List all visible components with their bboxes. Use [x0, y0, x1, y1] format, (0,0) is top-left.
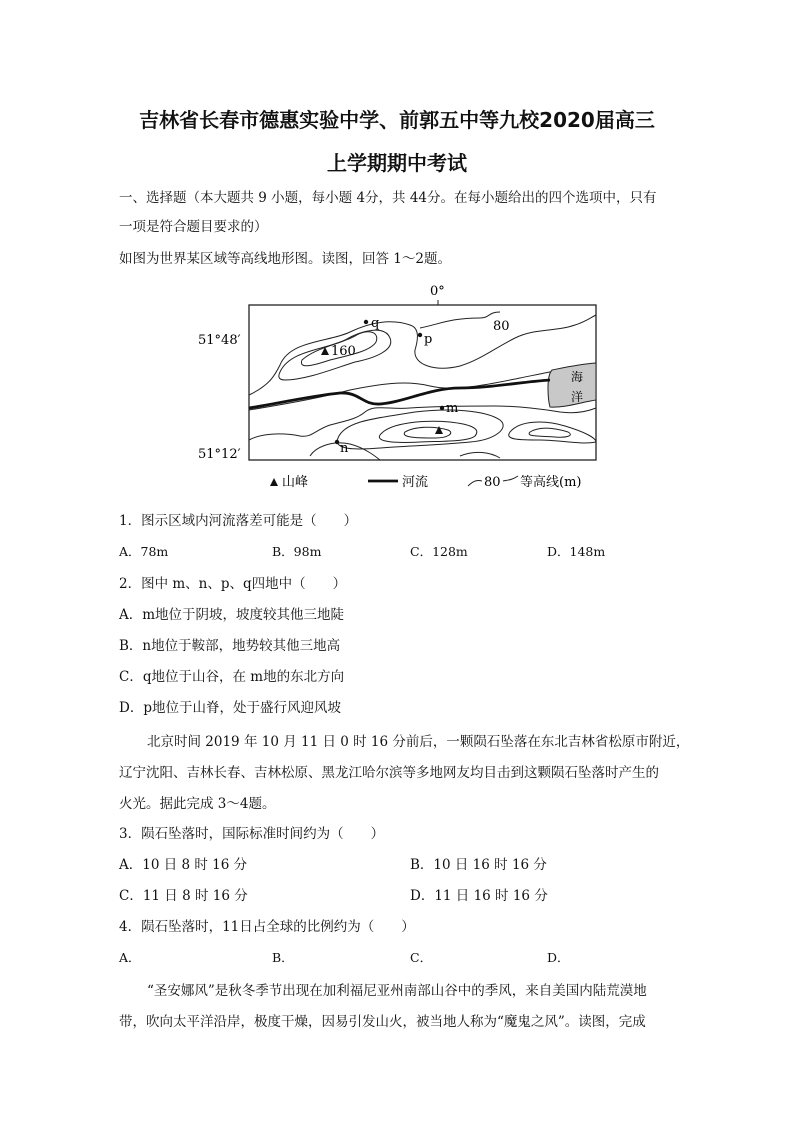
legend-peak-label: 山峰 — [282, 475, 309, 490]
label-q: q — [371, 316, 380, 331]
legend-contour-value: 80 — [484, 475, 501, 490]
contour-line — [379, 421, 476, 442]
q3-stem: 3．陨石坠落时，国际标准时间约为（ ） — [119, 826, 385, 842]
q4-option-b: B． — [272, 950, 294, 965]
lat-label-top: 51°48′ — [198, 333, 241, 348]
lat-label-bottom: 51°12′ — [198, 447, 241, 462]
q2-stem: 2．图中 m、n、p、q四地中（ ） — [119, 576, 347, 592]
contour-line — [529, 428, 570, 437]
q1-option-c: C．128m — [410, 544, 468, 559]
legend-contour-line — [503, 476, 518, 481]
label-m: m — [446, 401, 459, 416]
point-p — [418, 333, 422, 337]
section-heading: 一、选择题（本大题共 9 小题，每小题 4分，共 44分。在每小题给出的四个选项中，只有 — [119, 190, 657, 206]
contour-label-80: 80 — [493, 319, 510, 334]
sea-label-2: 洋 — [571, 390, 584, 404]
q3-option-b: B．10 日 16 时 16 分 — [410, 857, 547, 873]
legend-river-label: 河流 — [402, 475, 429, 490]
passage1-line1: 北京时间 2019 年 10 月 11 日 0 时 16 分前后，一颗陨石坠落在东北吉林省松原市附近， — [147, 734, 690, 750]
legend-contour-label: 等高线(m) — [520, 475, 582, 490]
contour-line — [404, 427, 451, 438]
q2-option-a: A．m地位于阴坡，坡度较其他三地陡 — [119, 607, 345, 623]
contour-line — [249, 366, 596, 410]
map-intro: 如图为世界某区域等高线地形图。读图，回答 1～2题。 — [119, 251, 451, 267]
contour-line — [509, 422, 596, 443]
passage2-line1: “圣安娜风”是秋冬季节出现在加利福尼亚州南部山谷中的季风，来自美国内陆荒漠地 — [147, 983, 647, 999]
label-n: n — [340, 441, 349, 456]
peak-label-160: 160 — [331, 344, 356, 359]
q4-stem: 4．陨石坠落时，11日占全球的比例约为（ ） — [119, 919, 415, 935]
q4-option-a: A． — [119, 950, 141, 965]
q3-option-c: C．11 日 8 时 16 分 — [119, 888, 248, 904]
contour-line — [420, 312, 500, 328]
q3-option-a: A．10 日 8 时 16 分 — [119, 857, 248, 873]
q2-option-b: B．n地位于鞍部，地势较其他三地高 — [119, 638, 341, 654]
passage1-line2: 辽宁沈阳、吉林长春、吉林松原、黑龙江哈尔滨等多地网友均目击到这颗陨石坠落时产生的 — [119, 765, 659, 781]
point-m — [440, 406, 444, 410]
q4-option-c: C． — [410, 950, 433, 965]
paper-title-line2: 上学期期中考试 — [327, 151, 467, 175]
paper-title-line1: 吉林省长春市德惠实验中学、前郭五中等九校2020届高三 — [139, 108, 655, 132]
contour-line — [460, 452, 500, 458]
lon-label: 0° — [430, 284, 445, 299]
section-heading-cont: 一项是符合题目要求的） — [119, 219, 268, 235]
q4-option-d: D． — [547, 950, 570, 965]
contour-map — [190, 280, 610, 495]
legend-peak-icon — [270, 478, 278, 486]
passage2-line2: 带，吹向太平洋沿岸，极度干燥，因易引发山火，被当地人称为“魔鬼之风”。读图，完成 — [119, 1014, 646, 1030]
q2-option-d: D．p地位于山脊，处于盛行风迎风坡 — [119, 700, 341, 716]
passage1-line3: 火光。据此完成 3～4题。 — [119, 796, 276, 812]
q1-option-d: D．148m — [547, 544, 606, 559]
label-p: p — [424, 332, 433, 347]
sea-label-1: 海 — [571, 370, 584, 384]
point-n — [335, 440, 339, 444]
q3-option-d: D．11 日 16 时 16 分 — [410, 888, 548, 904]
point-q — [364, 320, 368, 324]
contour-line — [337, 410, 503, 449]
q2-option-c: C．q地位于山谷，在 m地的东北方向 — [119, 669, 345, 685]
river — [249, 380, 550, 408]
q1-option-b: B．98m — [272, 544, 322, 559]
legend-contour-line — [468, 481, 482, 486]
q1-stem: 1．图示区域内河流落差可能是（ ） — [119, 513, 358, 529]
q1-option-a: A．78m — [119, 544, 169, 559]
